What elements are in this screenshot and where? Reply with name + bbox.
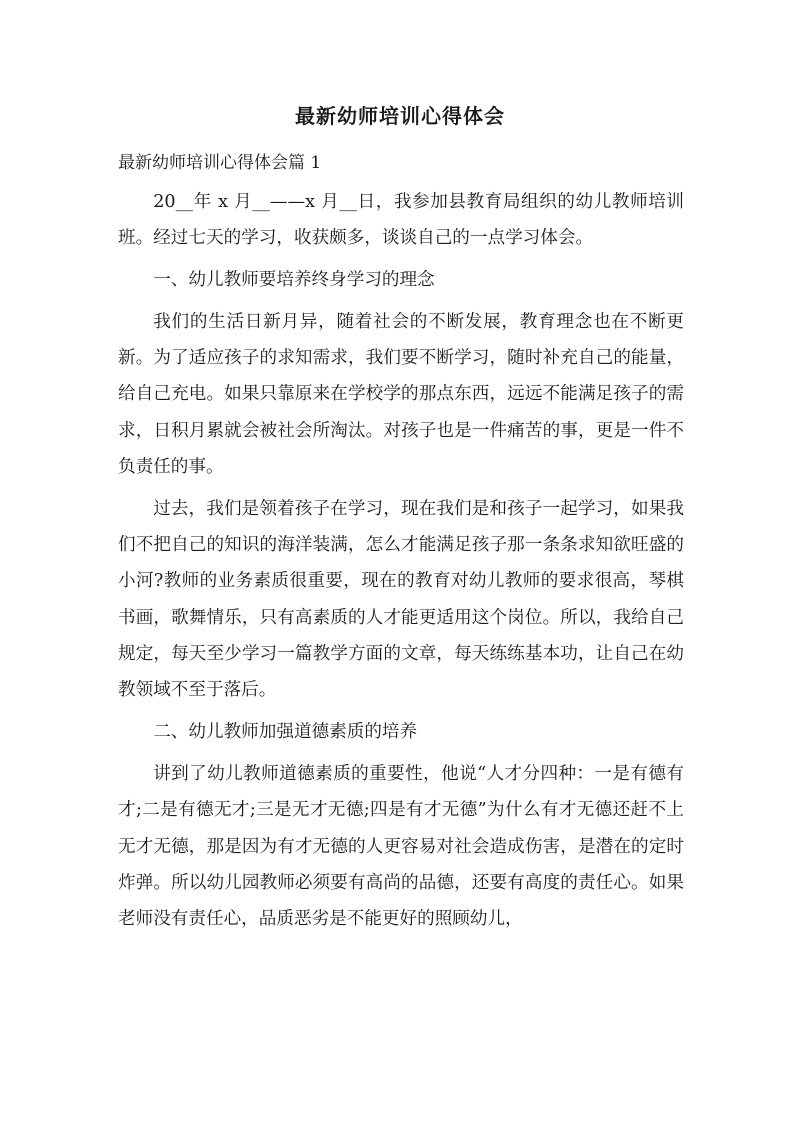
document-title: 最新幼师培训心得体会 xyxy=(295,104,505,128)
paragraph-learning-with-children: 过去，我们是领着孩子在学习，现在我们是和孩子一起学习，如果我们不把自己的知识的海洋装满，怎么才能满足孩子那一条条求知欲旺盛的小河?教师的业务素质很重要，现在的教育对幼儿教师的要求很高，琴棋书画，歌舞情乐，只有高素质的人才能更适用这个岗位。所以，我给自己规定，每天至少学习一篇教学方面的文章，每天练练基本功，让自己在幼教领域不至于落后。 xyxy=(118,498,684,701)
document-subtitle: 最新幼师培训心得体会篇 1 xyxy=(118,153,322,173)
section-heading-2: 二、幼儿教师加强道德素质的培养 xyxy=(153,722,418,743)
paragraph-intro: 20__年 x 月__——x 月__日，我参加县教育局组织的幼儿教师培训班。经过七天的学习，收获颇多，谈谈自己的一点学习体会。 xyxy=(118,192,684,249)
document-body xyxy=(118,184,684,943)
section-heading-1: 一、幼儿教师要培养终身学习的理念 xyxy=(153,270,435,291)
paragraph-moral-quality: 讲到了幼儿教师道德素质的重要性，他说“人才分四种：一是有德有才;二是有德无才;三是无才无德;四是有才无德”为什么有才无德还赶不上无才无德，那是因为有才无德的人更容易对社会造成伤害，是潜在的定时炸弹。所以幼儿园教师必须要有高尚的品德，还要有高度的责任心。如果老师没有责任心，品质恶劣是不能更好的照顾幼儿， xyxy=(118,763,684,930)
paragraph-lifelong-learning: 我们的生活日新月异，随着社会的不断发展，教育理念也在不断更新。为了适应孩子的求知需求，我们要不断学习，随时补充自己的能量，给自己充电。如果只靠原来在学校学的那点东西，远远不能满足孩子的需求，日积月累就会被社会所淘汰。对孩子也是一件痛苦的事，更是一件不负责任的事。 xyxy=(118,311,684,478)
